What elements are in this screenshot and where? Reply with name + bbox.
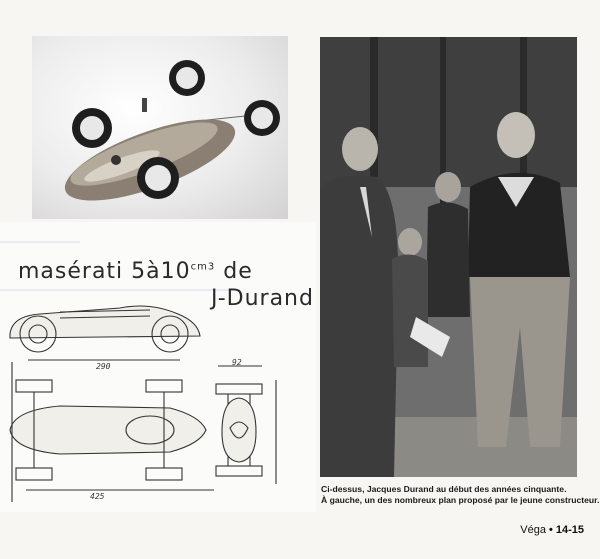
- photo-caption: [321, 484, 600, 506]
- caption-line-1: Ci-dessus, Jacques Durand au début des années cinquante.: [321, 484, 567, 494]
- blueprint-author: J-Durand: [211, 286, 314, 311]
- dimension-total-length: 425: [90, 492, 105, 501]
- folio-separator: •: [549, 524, 553, 536]
- model-car-photo: [32, 36, 288, 219]
- dimension-side-length: 290: [96, 362, 111, 371]
- caption-line-2: À gauche, un des nombreux plan proposé par le jeune constructeur.: [321, 495, 600, 505]
- car-blueprint: [0, 222, 316, 512]
- blueprint-title: masérati $5à10^{cm3}$ de: [18, 259, 253, 284]
- jacques-durand-photo: [320, 37, 577, 477]
- page-numbers: 14-15: [555, 524, 584, 536]
- page-folio: [520, 524, 584, 536]
- dimension-front-width: 92: [232, 358, 242, 367]
- magazine-name: Véga: [520, 524, 546, 536]
